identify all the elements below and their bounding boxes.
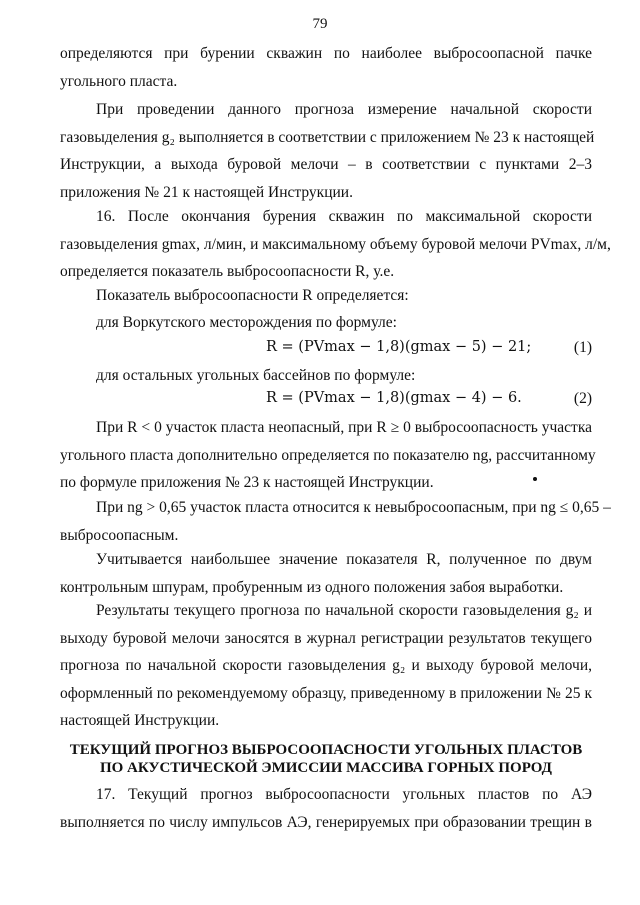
text-line: выбросоопасным.: [60, 526, 179, 544]
paragraph-5: [60, 309, 592, 337]
text-line: настоящей Инструкции.: [60, 712, 220, 729]
text-line: При проведении данного прогноза измерение начальной скорости: [96, 101, 592, 118]
text-line: прогноза по начальной скорости газовыделения g₂ и выходу буровой мелочи,: [60, 657, 592, 674]
formula-expression: R = (PVmax − 1,8)(gmax − 5) − 21;: [266, 339, 532, 355]
formula-number: (2): [573, 390, 592, 407]
paragraph-7: [60, 414, 596, 497]
text-line: определяется показатель выбросоопасности R, у.е.: [60, 263, 395, 280]
formula-1: [60, 339, 592, 361]
paragraph-8: [60, 494, 611, 549]
text-line: выходу буровой мелочи заносятся в журнал регистрации результатов текущего: [60, 629, 592, 647]
formula-expression: R = (PVmax − 1,8)(gmax − 4) − 6.: [266, 390, 522, 406]
text-line: определяются при бурении скважин по наиболее выбросоопасной пачке: [60, 45, 592, 62]
text-line: приложения № 21 к настоящей Инструкции.: [60, 183, 353, 201]
text-line: угольного пласта дополнительно определяется по показателю ng, рассчитанному: [60, 446, 596, 464]
text-line: угольного пласта.: [60, 72, 178, 90]
text-line: Инструкции, а выхода буровой мелочи – в соответствии с пунктами 2–3: [60, 156, 592, 173]
heading-line: ТЕКУЩИЙ ПРОГНОЗ ВЫБРОСООПАСНОСТИ УГОЛЬНЫХ ПЛАСТОВ: [69, 742, 583, 758]
text-line: При ng > 0,65 участок пласта относится к невыбросоопасным, при ng ≤ 0,65 –: [96, 499, 611, 516]
paragraph-11: [60, 781, 592, 836]
paragraph-10: [60, 597, 592, 735]
page-number: 79: [312, 16, 328, 32]
paragraph-3: [60, 203, 611, 286]
text-line: для Воркутского месторождения по формуле:: [96, 314, 397, 331]
paragraph-9: [60, 546, 592, 601]
paragraph-4: [60, 282, 592, 310]
text-line: 17. Текущий прогноз выбросоопасности угольных пластов по АЭ: [96, 786, 592, 803]
text-line: Учитывается наибольшее значение показателя R, полученное по двум: [96, 551, 592, 568]
text-line: контрольным шпурам, пробуренным из одного положения забоя выработки.: [60, 578, 564, 596]
section-heading: [60, 741, 592, 777]
text-line: газовыделения g₂ выполняется в соответствии с приложением № 23 к настоящей: [60, 128, 595, 146]
text-line: для остальных угольных бассейнов по формуле:: [96, 367, 416, 384]
text-line: оформленный по рекомендуемому образцу, приведенному в приложении № 25 к: [60, 684, 592, 702]
paragraph-2: [60, 96, 595, 206]
formula-number: (1): [573, 339, 592, 356]
text-line: Показатель выбросоопасности R определяется:: [96, 287, 409, 304]
paragraph-1: [60, 40, 592, 95]
text-line: газовыделения gmax, л/мин, и максимальному объему буровой мелочи PVmax, л/м,: [60, 235, 611, 253]
text-line: по формуле приложения № 23 к настоящей Инструкции.: [60, 474, 434, 491]
text-line: При R < 0 участок пласта неопасный, при R ≥ 0 выбросоопасность участка: [96, 419, 592, 436]
formula-2: [60, 390, 592, 412]
heading-line: ПО АКУСТИЧЕСКОЙ ЭМИССИИ МАССИВА ГОРНЫХ ПОРОД: [99, 760, 553, 776]
text-line: Результаты текущего прогноза по начальной скорости газовыделения g₂ и: [96, 602, 592, 619]
stray-dot: [533, 477, 537, 481]
text-line: выполняется по числу импульсов АЭ, генерируемых при образовании трещин в: [60, 813, 592, 831]
text-line: 16. После окончания бурения скважин по максимальной скорости: [96, 208, 592, 225]
paragraph-6: [60, 362, 592, 390]
